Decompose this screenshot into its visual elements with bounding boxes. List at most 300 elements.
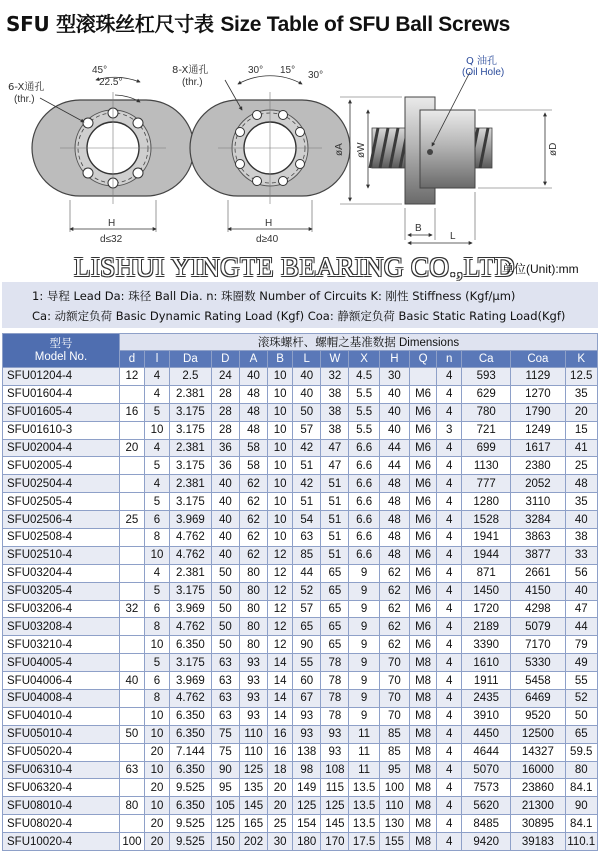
cell-n: 4 — [437, 600, 462, 618]
cell-h: 40 — [379, 385, 409, 403]
cell-model: SFU10020-4 — [3, 833, 120, 851]
cell-model: SFU02506-4 — [3, 511, 120, 529]
cell-ca: 7573 — [462, 779, 511, 797]
cell-ca: 5070 — [462, 761, 511, 779]
cell-ca: 9420 — [462, 833, 511, 851]
cell-d — [119, 690, 144, 708]
cell-model: SFU04010-4 — [3, 707, 120, 725]
table-row — [3, 546, 598, 564]
cell-d: 80 — [119, 797, 144, 815]
cell-h: 85 — [379, 725, 409, 743]
cell-x: 9 — [349, 636, 379, 654]
cell-b: 10 — [268, 368, 293, 386]
cell-n: 4 — [437, 385, 462, 403]
cell-ca: 1450 — [462, 582, 511, 600]
cell-n: 4 — [437, 618, 462, 636]
cell-d: 63 — [211, 707, 239, 725]
model-header-cn: 型号 — [49, 337, 73, 350]
cell-n: 4 — [437, 403, 462, 421]
table-row — [3, 385, 598, 403]
cell-model: SFU01610-3 — [3, 421, 120, 439]
cell-w: 93 — [321, 725, 349, 743]
cell-l: 93 — [293, 707, 321, 725]
cell-model: SFU01604-4 — [3, 385, 120, 403]
cell-ca: 629 — [462, 385, 511, 403]
cell-q: M6 — [410, 600, 437, 618]
table-row — [3, 636, 598, 654]
cell-l: 90 — [293, 636, 321, 654]
cell-d — [119, 654, 144, 672]
cell-k: 15 — [565, 421, 598, 439]
cell-w: 51 — [321, 546, 349, 564]
cell-k: 79 — [565, 636, 598, 654]
six-hole-label: 6-X通孔 — [8, 82, 45, 93]
oil-hole-en-label: (Oil Hole) — [462, 67, 505, 78]
cell-model: SFU03205-4 — [3, 582, 120, 600]
cell-d: 100 — [119, 833, 144, 851]
cell-d — [119, 582, 144, 600]
table-row — [3, 797, 598, 815]
cell-n: 4 — [437, 529, 462, 547]
cell-ca: 593 — [462, 368, 511, 386]
cell-model: SFU03206-4 — [3, 600, 120, 618]
cell-a: 58 — [239, 439, 267, 457]
cell-b: 25 — [268, 815, 293, 833]
angle-30-label: 30° — [248, 65, 264, 76]
cell-d: 36 — [211, 457, 239, 475]
middle-d-range: d≥40 — [256, 234, 279, 245]
cell-q: M6 — [410, 439, 437, 457]
cell-n: 4 — [437, 636, 462, 654]
cell-ca: 8485 — [462, 815, 511, 833]
cell-da: 2.381 — [170, 475, 212, 493]
cell-b: 12 — [268, 618, 293, 636]
table-row — [3, 529, 598, 547]
cell-a: 62 — [239, 529, 267, 547]
cell-ca: 4644 — [462, 743, 511, 761]
cell-model: SFU01204-4 — [3, 368, 120, 386]
cell-h: 62 — [379, 600, 409, 618]
cell-k: 65 — [565, 725, 598, 743]
cell-w: 65 — [321, 636, 349, 654]
cell-l: 4 — [144, 385, 169, 403]
cell-b: 14 — [268, 654, 293, 672]
cell-model: SFU02504-4 — [3, 475, 120, 493]
cell-n: 4 — [437, 368, 462, 386]
cell-model: SFU04008-4 — [3, 690, 120, 708]
cell-q: M8 — [410, 690, 437, 708]
cell-h: 62 — [379, 618, 409, 636]
cell-model: SFU03208-4 — [3, 618, 120, 636]
cell-n: 4 — [437, 815, 462, 833]
cell-ca: 1944 — [462, 546, 511, 564]
cell-d: 40 — [211, 546, 239, 564]
dimensions-header: 滚珠螺杆、螺帽之基准数据 Dimensions — [119, 334, 597, 351]
cell-d: 32 — [119, 600, 144, 618]
cell-model: SFU08010-4 — [3, 797, 120, 815]
cell-d: 63 — [211, 654, 239, 672]
cell-h: 85 — [379, 743, 409, 761]
technical-drawings — [0, 40, 600, 255]
cell-k: 35 — [565, 493, 598, 511]
cell-d: 150 — [211, 833, 239, 851]
cell-w: 65 — [321, 618, 349, 636]
cell-a: 80 — [239, 600, 267, 618]
cell-k: 50 — [565, 707, 598, 725]
dimension-table — [2, 333, 598, 851]
cell-l: 5 — [144, 403, 169, 421]
cell-w: 51 — [321, 493, 349, 511]
cell-a: 62 — [239, 546, 267, 564]
cell-k: 38 — [565, 529, 598, 547]
cell-a: 62 — [239, 475, 267, 493]
cell-d — [119, 546, 144, 564]
col-header-w: W — [321, 351, 349, 368]
cell-d: 75 — [211, 725, 239, 743]
cell-b: 12 — [268, 636, 293, 654]
cell-d: 75 — [211, 743, 239, 761]
cell-a: 48 — [239, 385, 267, 403]
cell-coa: 5079 — [511, 618, 565, 636]
cell-l: 44 — [293, 564, 321, 582]
cell-d: 16 — [119, 403, 144, 421]
table-row — [3, 511, 598, 529]
cell-b: 12 — [268, 546, 293, 564]
cell-da: 6.350 — [170, 725, 212, 743]
cell-ca: 871 — [462, 564, 511, 582]
cell-d: 63 — [119, 761, 144, 779]
cell-l: 57 — [293, 600, 321, 618]
cell-q: M8 — [410, 707, 437, 725]
flange-8-hole-drawing — [172, 63, 350, 245]
col-header-da: Da — [170, 351, 212, 368]
col-header-l: l — [144, 351, 169, 368]
flange-6-hole-drawing — [8, 65, 194, 245]
cell-l: 10 — [144, 761, 169, 779]
cell-d — [119, 636, 144, 654]
cell-n: 4 — [437, 707, 462, 725]
cell-da: 3.175 — [170, 403, 212, 421]
cell-b: 20 — [268, 797, 293, 815]
cell-x: 9 — [349, 618, 379, 636]
cell-l: 85 — [293, 546, 321, 564]
table-row — [3, 618, 598, 636]
cell-h: 62 — [379, 564, 409, 582]
cell-coa: 1249 — [511, 421, 565, 439]
cell-w: 93 — [321, 743, 349, 761]
cell-d: 50 — [211, 564, 239, 582]
legend-line-2: Ca: 动额定负荷 Basic Dynamic Rating Load (Kgf) Coa: 静额定负荷 Basic Static Rating Load(Kgf) — [32, 309, 566, 323]
cell-h: 40 — [379, 421, 409, 439]
cell-b: 18 — [268, 761, 293, 779]
cell-coa: 4150 — [511, 582, 565, 600]
cell-q: M8 — [410, 725, 437, 743]
cell-n: 4 — [437, 690, 462, 708]
cell-b: 14 — [268, 690, 293, 708]
cell-w: 145 — [321, 815, 349, 833]
cell-d: 25 — [119, 511, 144, 529]
eight-hole-thr-label: (thr.) — [182, 77, 203, 88]
table-row — [3, 779, 598, 797]
cell-coa: 5330 — [511, 654, 565, 672]
cell-d: 28 — [211, 421, 239, 439]
model-header — [3, 334, 120, 368]
cell-l: 8 — [144, 690, 169, 708]
cell-q: M8 — [410, 672, 437, 690]
cell-w: 38 — [321, 421, 349, 439]
col-header-b: B — [268, 351, 293, 368]
cell-d — [119, 529, 144, 547]
cell-b: 12 — [268, 564, 293, 582]
cell-q: M6 — [410, 582, 437, 600]
cell-h: 48 — [379, 493, 409, 511]
cell-q: M6 — [410, 564, 437, 582]
cell-coa: 3863 — [511, 529, 565, 547]
cell-l: 154 — [293, 815, 321, 833]
cell-x: 9 — [349, 654, 379, 672]
cell-da: 6.350 — [170, 761, 212, 779]
dia-d-label: øD — [548, 142, 559, 156]
cell-k: 59.5 — [565, 743, 598, 761]
cell-d: 50 — [211, 582, 239, 600]
cell-da: 4.762 — [170, 529, 212, 547]
cell-coa: 16000 — [511, 761, 565, 779]
cell-l: 10 — [144, 421, 169, 439]
cell-b: 12 — [268, 582, 293, 600]
cell-model: SFU02004-4 — [3, 439, 120, 457]
cell-w: 47 — [321, 457, 349, 475]
table-row — [3, 672, 598, 690]
cell-da: 6.350 — [170, 707, 212, 725]
cell-x: 11 — [349, 743, 379, 761]
cell-a: 80 — [239, 564, 267, 582]
cell-k: 84.1 — [565, 815, 598, 833]
cell-coa: 39183 — [511, 833, 565, 851]
cell-k: 47 — [565, 600, 598, 618]
table-row — [3, 815, 598, 833]
cell-model: SFU05010-4 — [3, 725, 120, 743]
cell-x: 5.5 — [349, 385, 379, 403]
cell-d — [119, 493, 144, 511]
cell-l: 52 — [293, 582, 321, 600]
cell-h: 70 — [379, 654, 409, 672]
cell-h: 48 — [379, 511, 409, 529]
cell-k: 56 — [565, 564, 598, 582]
cell-b: 10 — [268, 457, 293, 475]
dia-a-label: øA — [334, 143, 345, 156]
cell-da: 3.969 — [170, 511, 212, 529]
cell-ca: 2189 — [462, 618, 511, 636]
table-row — [3, 600, 598, 618]
cell-h: 48 — [379, 529, 409, 547]
eight-hole-label: 8-X通孔 — [172, 65, 209, 76]
cell-d: 90 — [211, 761, 239, 779]
cell-d: 50 — [211, 636, 239, 654]
cell-ca: 721 — [462, 421, 511, 439]
table-row — [3, 654, 598, 672]
cell-x: 13.5 — [349, 797, 379, 815]
cell-l: 4 — [144, 368, 169, 386]
dia-w-label: øW — [356, 142, 367, 158]
table-row — [3, 725, 598, 743]
cell-b: 10 — [268, 529, 293, 547]
cell-b: 10 — [268, 439, 293, 457]
cell-b: 20 — [268, 779, 293, 797]
cell-n: 4 — [437, 493, 462, 511]
cell-q — [410, 368, 437, 386]
cell-n: 4 — [437, 797, 462, 815]
col-header-a: A — [239, 351, 267, 368]
cell-ca: 777 — [462, 475, 511, 493]
cell-b: 10 — [268, 403, 293, 421]
cell-l: 93 — [293, 725, 321, 743]
cell-d — [119, 779, 144, 797]
cell-x: 6.6 — [349, 475, 379, 493]
cell-d — [119, 457, 144, 475]
cell-coa: 7170 — [511, 636, 565, 654]
cell-da: 6.350 — [170, 797, 212, 815]
middle-h-dimension: H — [265, 218, 273, 229]
cell-ca: 5620 — [462, 797, 511, 815]
cell-coa: 1270 — [511, 385, 565, 403]
cell-x: 6.6 — [349, 546, 379, 564]
cell-x: 9 — [349, 707, 379, 725]
cell-da: 9.525 — [170, 815, 212, 833]
cell-ca: 1130 — [462, 457, 511, 475]
cell-model: SFU03204-4 — [3, 564, 120, 582]
table-row — [3, 582, 598, 600]
cell-b: 10 — [268, 475, 293, 493]
cell-d — [119, 475, 144, 493]
cell-x: 5.5 — [349, 421, 379, 439]
table-row — [3, 439, 598, 457]
col-header-x: X — [349, 351, 379, 368]
cell-l: 6 — [144, 600, 169, 618]
cell-h: 44 — [379, 439, 409, 457]
cell-x: 9 — [349, 690, 379, 708]
cell-da: 2.5 — [170, 368, 212, 386]
table-row — [3, 707, 598, 725]
table-row — [3, 833, 598, 851]
cell-model: SFU02505-4 — [3, 493, 120, 511]
cell-b: 10 — [268, 511, 293, 529]
cell-model: SFU02510-4 — [3, 546, 120, 564]
cell-b: 14 — [268, 707, 293, 725]
cell-da: 4.762 — [170, 618, 212, 636]
model-header-en: Model No. — [34, 350, 88, 363]
cell-q: M6 — [410, 546, 437, 564]
cell-ca: 1528 — [462, 511, 511, 529]
l-dimension-label: L — [450, 231, 456, 242]
cell-l: 10 — [144, 546, 169, 564]
cell-q: M6 — [410, 475, 437, 493]
cell-model: SFU08020-4 — [3, 815, 120, 833]
cell-k: 90 — [565, 797, 598, 815]
cell-l: 5 — [144, 654, 169, 672]
cell-x: 6.6 — [349, 511, 379, 529]
cell-d: 63 — [211, 672, 239, 690]
cell-coa: 9520 — [511, 707, 565, 725]
cell-ca: 1280 — [462, 493, 511, 511]
cell-w: 38 — [321, 403, 349, 421]
cell-a: 80 — [239, 618, 267, 636]
cell-w: 78 — [321, 672, 349, 690]
cell-d — [119, 743, 144, 761]
cell-coa: 6469 — [511, 690, 565, 708]
cell-a: 110 — [239, 743, 267, 761]
cell-l: 125 — [293, 797, 321, 815]
cell-h: 130 — [379, 815, 409, 833]
col-header-coa: Coa — [511, 351, 565, 368]
cell-w: 115 — [321, 779, 349, 797]
cell-k: 55 — [565, 672, 598, 690]
cell-a: 80 — [239, 582, 267, 600]
cell-q: M8 — [410, 815, 437, 833]
col-header-h: H — [379, 351, 409, 368]
six-hole-thr-label: (thr.) — [14, 94, 35, 105]
cell-coa: 1129 — [511, 368, 565, 386]
cell-q: M8 — [410, 779, 437, 797]
cell-q: M6 — [410, 385, 437, 403]
cell-h: 30 — [379, 368, 409, 386]
cell-d: 24 — [211, 368, 239, 386]
cell-da: 3.969 — [170, 672, 212, 690]
oil-hole-label: Q 油孔 — [466, 56, 498, 67]
cell-d: 40 — [119, 672, 144, 690]
table-row — [3, 761, 598, 779]
angle-15-label: 15° — [280, 65, 296, 76]
cell-n: 4 — [437, 439, 462, 457]
cell-w: 65 — [321, 600, 349, 618]
cell-w: 78 — [321, 707, 349, 725]
cell-l: 42 — [293, 475, 321, 493]
cell-coa: 1790 — [511, 403, 565, 421]
cell-b: 10 — [268, 493, 293, 511]
cell-q: M8 — [410, 743, 437, 761]
cell-d — [119, 421, 144, 439]
cell-coa: 4298 — [511, 600, 565, 618]
cell-l: 57 — [293, 421, 321, 439]
cell-da: 6.350 — [170, 636, 212, 654]
cell-d: 40 — [211, 529, 239, 547]
cell-ca: 1720 — [462, 600, 511, 618]
angle-22-5-label: 22.5° — [99, 77, 123, 88]
table-row — [3, 493, 598, 511]
cell-x: 11 — [349, 761, 379, 779]
cell-b: 10 — [268, 421, 293, 439]
cell-l: 60 — [293, 672, 321, 690]
cell-n: 4 — [437, 672, 462, 690]
cell-ca: 1610 — [462, 654, 511, 672]
cell-ca: 4450 — [462, 725, 511, 743]
cell-a: 145 — [239, 797, 267, 815]
cell-da: 3.969 — [170, 600, 212, 618]
cell-l: 138 — [293, 743, 321, 761]
cell-l: 5 — [144, 457, 169, 475]
cell-k: 33 — [565, 546, 598, 564]
cell-model: SFU03210-4 — [3, 636, 120, 654]
table-row — [3, 368, 598, 386]
cell-w: 108 — [321, 761, 349, 779]
cell-k: 48 — [565, 475, 598, 493]
cell-da: 2.381 — [170, 439, 212, 457]
cell-q: M6 — [410, 403, 437, 421]
cell-q: M6 — [410, 636, 437, 654]
cell-l: 6 — [144, 672, 169, 690]
cell-a: 93 — [239, 690, 267, 708]
cell-k: 35 — [565, 385, 598, 403]
cell-d: 40 — [211, 493, 239, 511]
